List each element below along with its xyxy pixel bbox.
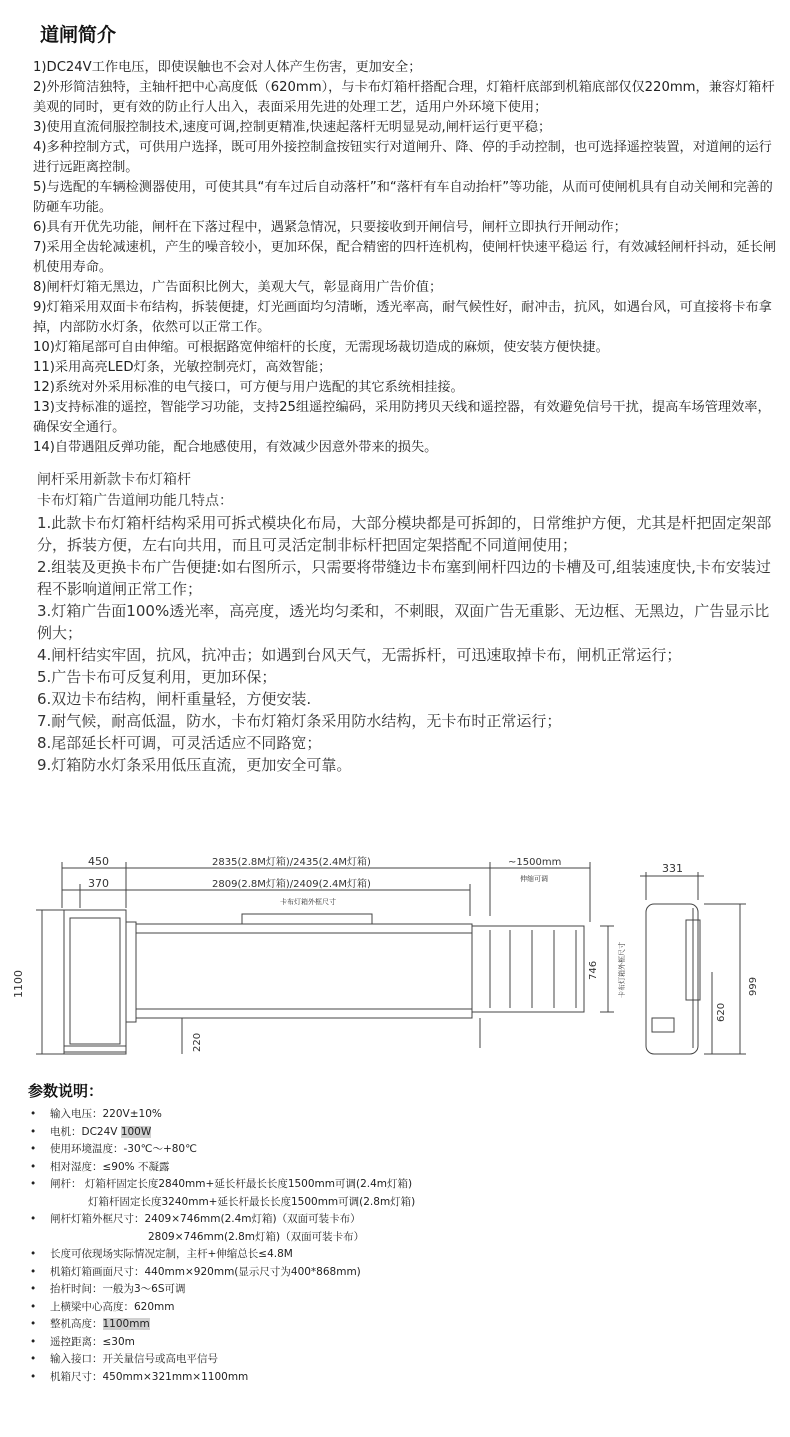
bullet-icon: • [30,1265,37,1278]
dim-220: 220 [192,1032,203,1052]
spec-text: 输入接口：开关量信号或高电平信号 [50,1353,218,1365]
spec-text: 2809×746mm(2.8m灯箱)（双面可装卡布） [148,1230,365,1243]
intro-item: 5)与选配的车辆检测器使用，可使其具“有车过后自动落杆”和“落杆有车自动抬杆”等功能，从而可使闸机具有自动关闸和完善的防砸车功能。 [33,180,773,215]
lightbox-features-section [37,470,777,776]
spec-item [28,1159,415,1177]
feature-item: 6.双边卡布结构，闸杆重量轻，方便安装. [37,690,312,708]
section-subheading: 卡布灯箱广告道闸功能几特点： [37,493,233,509]
bullet-icon: • [30,1143,37,1155]
spec-item [28,1334,415,1352]
feature-item: 3.灯箱广告面100%透光率，高亮度，透光均匀柔和，不刺眼，双面广告无重影、无边框、无黑边，广告显示比例大； [37,602,770,642]
intro-item: 9)灯箱采用双面卡布结构，拆装便捷，灯光画面均匀清晰，透光率高，耐气候性好，耐冲击，抗风，如遇台风，可直接将卡布拿掉，内部防水灯条，依然可以正常工作。 [33,300,772,335]
spec-text: 相对湿度：≤90% 不凝露 [50,1160,170,1173]
spec-item [28,1264,415,1282]
spec-item [28,1106,415,1124]
spec-item [28,1351,415,1369]
dim-331: 331 [662,862,683,875]
feature-item: 5.广告卡布可反复利用，更加环保； [37,668,277,686]
intro-item: 3)使用直流伺服控制技术,速度可调,控制更精准,快速起落杆无明显晃动,闸杆运行更平稳； [33,120,552,135]
intro-section [33,58,783,458]
dim-999: 999 [748,976,759,996]
bullet-icon: • [30,1283,37,1295]
label-box-outer-vertical: 卡布灯箱外框尺寸 [618,942,626,998]
intro-item: 2)外形简洁独特，主轴杆把中心高度低（620mm），与卡布灯箱杆搭配合理，灯箱杆底部到机箱底部仅仅220mm，兼容灯箱杆美观的同时，更有效的防止行人出入，表面采用先进的处理工艺，适用户外环境下使用； [33,80,775,115]
page-title: 道闸简介 [40,24,117,46]
spec-text: 电机：DC24V [50,1125,121,1138]
spec-text: 闸杆灯箱外框尺寸：2409×746mm(2.4m灯箱)（双面可装卡布） [50,1213,361,1225]
bullet-icon: • [30,1300,37,1313]
spec-text: 机箱灯箱画面尺寸：440mm×920mm(显示尺寸为400*868mm) [50,1265,361,1278]
spec-text: 长度可依现场实际情况定制，主杆+伸缩总长≤4.8M [50,1248,293,1260]
label-box-outer: 卡布灯箱外框尺寸 [280,898,336,906]
feature-item: 7.耐气候，耐高低温，防水，卡布灯箱灯条采用防水结构，无卡布时正常运行； [37,712,562,730]
bullet-icon: • [30,1125,37,1138]
intro-item: 4)多种控制方式，可供用户选择，既可用外接控制盒按钮实行对道闸升、降、停的手动控制，也可选择遥控装置，对道闸的运行进行远距离控制。 [33,140,772,175]
intro-item: 11)采用高亮LED灯条，光敏控制亮灯，高效智能； [33,360,332,375]
spec-text: 机箱尺寸：450mm×321mm×1100mm [50,1370,249,1383]
spec-item [28,1124,415,1142]
spec-item [28,1369,415,1387]
spec-item [28,1141,415,1159]
bullet-icon: • [30,1318,37,1330]
spec-text: 闸杆： 灯箱杆固定长度2840mm+延长杆最长长度1500mm可调(2.4m灯箱) [50,1178,413,1190]
intro-item: 14)自带遇阻反弹功能，配合地感使用，有效减少因意外带来的损失。 [33,440,438,455]
spec-item [28,1211,415,1229]
intro-item: 8)闸杆灯箱无黑边，广告面积比例大，美观大气，彰显商用广告价值； [33,280,443,295]
spec-text: 上横梁中心高度：620mm [50,1300,175,1313]
bullet-icon: • [30,1335,37,1348]
intro-item: 13)支持标准的遥控，智能学习功能，支持25组遥控编码，采用防拷贝天线和遥控器，有效避免信号干扰，提高车场管理效率，确保安全通行。 [33,400,771,435]
spec-item [28,1176,415,1194]
dim-1500: ~1500mm [508,857,562,868]
spec-highlight: 1100mm [102,1318,150,1330]
dim-450: 450 [88,855,109,868]
technical-drawing [0,848,790,1068]
feature-item: 1.此款卡布灯箱杆结构采用可拆式模块化布局，大部分模块都是可拆卸的，日常维护方便，尤其是杆把固定架部分，拆装方便，左右向共用，而且可灵活定制非标杆把固定架搭配不同道闸使用； [37,514,772,554]
spec-item [28,1229,415,1247]
spec-text: 灯箱杆固定长度3240mm+延长杆最长长度1500mm可调(2.8m灯箱) [88,1195,416,1208]
spec-text: 输入电压：220V±10% [50,1108,162,1120]
spec-item [28,1281,415,1299]
spec-item [28,1246,415,1264]
bullet-icon: • [30,1353,37,1365]
spec-text: 抬杆时间：一般为3～6S可调 [50,1283,186,1295]
spec-text: 使用环境温度：-30℃～+80℃ [50,1143,197,1155]
specs-title: 参数说明： [28,1082,104,1100]
dim-1100: 1100 [12,970,25,998]
label-extend: 伸缩可调 [520,875,548,883]
bullet-icon: • [30,1248,37,1260]
spec-text: 遥控距离：≤30m [50,1335,135,1348]
specs-list [28,1106,415,1386]
spec-item [28,1194,415,1212]
spec-text: 整机高度： [50,1318,103,1330]
feature-item: 2.组装及更换卡布广告便捷:如右图所示，只需要将带缝边卡布塞到闸杆四边的卡槽及可,组装速度快,卡布安装过程不影响道闸正常工作； [37,558,771,598]
intro-item: 1)DC24V工作电压，即使误触也不会对人体产生伤害，更加安全； [33,60,422,75]
intro-item: 7)采用全齿轮减速机，产生的噪音较小，更加环保，配合精密的四杆连机构，使闸杆快速平稳运 行，有效减轻闸杆抖动，延长闸机使用寿命。 [33,240,777,275]
bullet-icon: • [30,1160,37,1173]
dim-746: 746 [588,960,599,980]
dim-2835: 2835(2.8M灯箱)/2435(2.4M灯箱) [212,857,371,868]
bullet-icon: • [30,1178,37,1190]
spec-item [28,1316,415,1334]
intro-item: 10)灯箱尾部可自由伸缩。可根据路宽伸缩杆的长度，无需现场裁切造成的麻烦，使安装方便快捷。 [33,340,609,355]
dim-370: 370 [88,877,109,890]
dim-620: 620 [716,1002,727,1022]
feature-item: 4.闸杆结实牢固，抗风，抗冲击；如遇到台风天气，无需拆杆，可迅速取掉卡布，闸机正常运行； [37,646,682,664]
bullet-icon: • [30,1108,37,1120]
dim-2809: 2809(2.8M灯箱)/2409(2.4M灯箱) [212,879,371,890]
bullet-icon: • [30,1213,37,1225]
intro-item: 6)具有开优先功能，闸杆在下落过程中，遇紧急情况，只要接收到开闸信号，闸杆立即执行开闸动作； [33,220,627,235]
feature-item: 9.灯箱防水灯条采用低压直流，更加安全可靠。 [37,756,352,774]
section-heading: 闸杆采用新款卡布灯箱杆 [37,472,191,488]
spec-item [28,1299,415,1317]
spec-highlight: 100W [120,1125,152,1138]
feature-item: 8.尾部延长杆可调，可灵活适应不同路宽； [37,734,322,752]
intro-item: 12)系统对外采用标准的电气接口，可方便与用户选配的其它系统相挂接。 [33,380,464,395]
bullet-icon: • [30,1370,37,1383]
